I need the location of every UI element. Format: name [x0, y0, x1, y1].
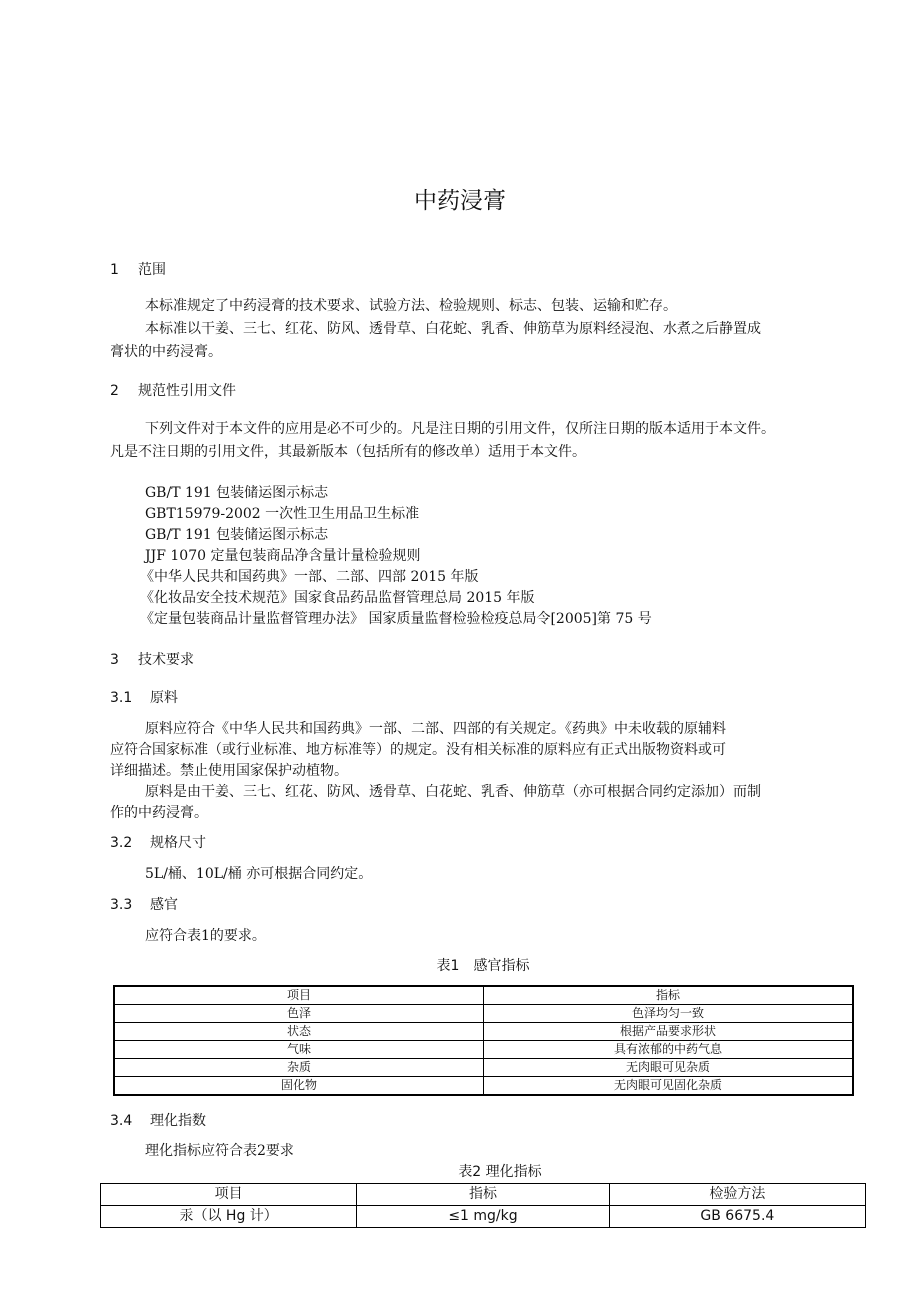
reference-item: GB/T 191 包装储运图示标志: [145, 485, 329, 501]
table-header-row: [114, 986, 853, 1005]
section-2-heading: 2 规范性引用文件: [110, 383, 236, 399]
paragraph: 凡是不注日期的引用文件，其最新版本（包括所有的修改单）适用于本文件。: [110, 444, 586, 460]
paragraph: 应符合表1的要求。: [145, 928, 266, 944]
reference-item: GBT15979-2002 一次性卫生用品卫生标准: [145, 506, 420, 522]
paragraph: 本标准规定了中药浸膏的技术要求、试验方法、检验规则、标志、包装、运输和贮存。: [145, 298, 677, 314]
cell: 无肉眼可见固化杂质: [484, 1077, 854, 1096]
header-cell: 指标: [357, 1184, 609, 1206]
table-2-caption: 表2 理化指标: [458, 1164, 542, 1180]
cell: 无肉眼可见杂质: [484, 1059, 854, 1077]
header-cell: 检验方法: [609, 1184, 865, 1206]
paragraph: 理化指标应符合表2要求: [145, 1143, 294, 1159]
reference-item: GB/T 191 包装储运图示标志: [145, 527, 329, 543]
cell: 固化物: [114, 1077, 484, 1096]
table-1-caption: 表1 感官指标: [436, 958, 530, 974]
cell: 色泽均匀一致: [484, 1005, 854, 1023]
section-1-heading: 1 范围: [110, 262, 166, 278]
table-row: [114, 1077, 853, 1096]
reference-item: 《定量包装商品计量监督管理办法》 国家质量监督检验检疫总局令[2005]第 75 号: [140, 611, 652, 627]
paragraph: 膏状的中药浸膏。: [110, 344, 222, 360]
reference-item: 《化妆品安全技术规范》国家食品药品监督管理总局 2015 年版: [140, 590, 535, 606]
cell: 根据产品要求形状: [484, 1023, 854, 1041]
paragraph: 原料是由干姜、三七、红花、防风、透骨草、白花蛇、乳香、伸筋草（亦可根据合同约定添加）而制: [145, 784, 761, 800]
cell: 汞（以 Hg 计）: [101, 1206, 357, 1228]
table-row: [114, 1005, 853, 1023]
paragraph: 5L/桶、10L/桶 亦可根据合同约定。: [145, 866, 373, 882]
cell: 具有浓郁的中药气息: [484, 1041, 854, 1059]
cell: 状态: [114, 1023, 484, 1041]
cell: 色泽: [114, 1005, 484, 1023]
sensory-table: [113, 985, 854, 1096]
table-header-row: [101, 1184, 866, 1206]
reference-item: 《中华人民共和国药典》一部、二部、四部 2015 年版: [140, 569, 479, 585]
document-title: 中药浸膏: [414, 188, 506, 214]
table-row: [114, 1041, 853, 1059]
section-3-2-heading: 3.2 规格尺寸: [110, 835, 206, 851]
paragraph: 下列文件对于本文件的应用是必不可少的。凡是注日期的引用文件，仅所注日期的版本适用于本文件。: [145, 421, 775, 437]
paragraph: 应符合国家标准（或行业标准、地方标准等）的规定。没有相关标准的原料应有正式出版物资料或可: [110, 742, 726, 758]
section-3-1-heading: 3.1 原料: [110, 690, 178, 706]
table-row: [101, 1206, 866, 1228]
physicochemical-table: [100, 1183, 866, 1228]
cell: 气味: [114, 1041, 484, 1059]
cell: GB 6675.4: [609, 1206, 865, 1228]
section-3-3-heading: 3.3 感官: [110, 897, 178, 913]
header-cell: 指标: [484, 986, 854, 1005]
paragraph: 本标准以干姜、三七、红花、防风、透骨草、白花蛇、乳香、伸筋草为原料经浸泡、水煮之后静置成: [145, 321, 761, 337]
cell: ≤1 mg/kg: [357, 1206, 609, 1228]
cell: 杂质: [114, 1059, 484, 1077]
reference-item: JJF 1070 定量包装商品净含量计量检验规则: [145, 548, 421, 564]
paragraph: 详细描述。禁止使用国家保护动植物。: [110, 763, 348, 779]
header-cell: 项目: [101, 1184, 357, 1206]
table-row: [114, 1059, 853, 1077]
section-3-4-heading: 3.4 理化指数: [110, 1113, 206, 1129]
section-3-heading: 3 技术要求: [110, 652, 194, 668]
table-row: [114, 1023, 853, 1041]
paragraph: 原料应符合《中华人民共和国药典》一部、二部、四部的有关规定。《药典》中未收载的原辅料: [145, 721, 726, 737]
header-cell: 项目: [114, 986, 484, 1005]
paragraph: 作的中药浸膏。: [110, 805, 208, 821]
